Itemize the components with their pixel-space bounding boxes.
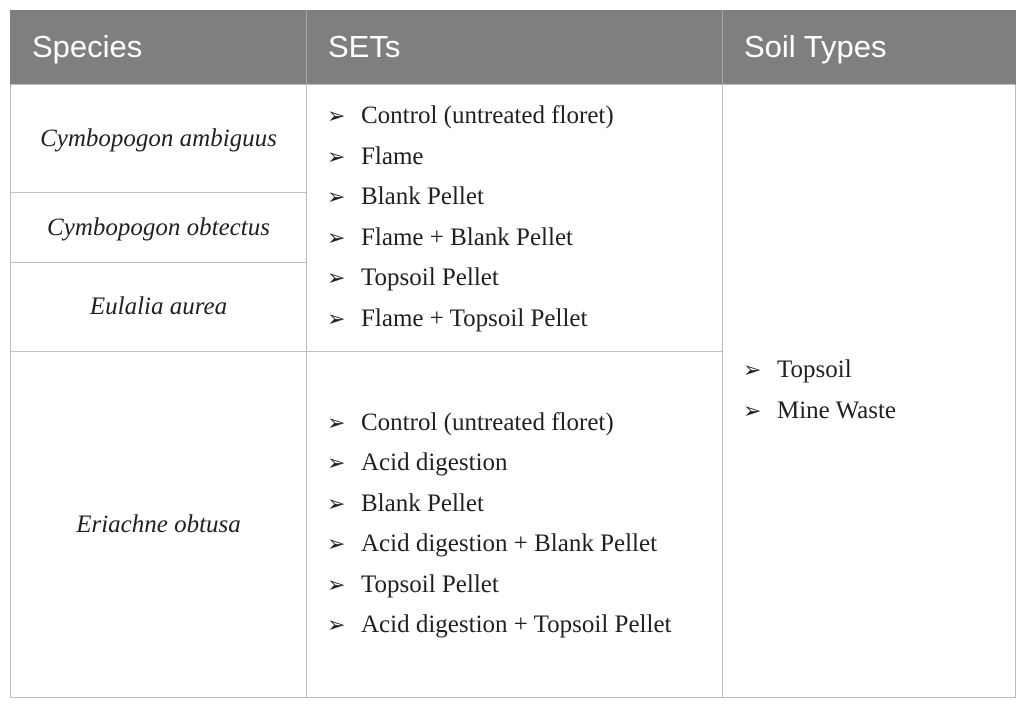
bullet-arrow-icon: ➢ xyxy=(327,410,346,436)
species-cell xyxy=(11,192,307,262)
set-item: ➢ Blank Pellet xyxy=(327,484,704,525)
bullet-arrow-icon: ➢ xyxy=(327,185,346,210)
species-name: Eulalia aurea xyxy=(89,293,228,320)
species-cell xyxy=(11,262,307,351)
sets-cell-group-1 xyxy=(307,84,723,351)
set-item: ➢ Acid digestion + Blank Pellet xyxy=(327,524,704,565)
set-item: ➢ Flame + Topsoil Pellet xyxy=(327,299,704,340)
set-item: ➢ Control (untreated floret) xyxy=(327,96,704,137)
set-item: ➢ Topsoil Pellet xyxy=(327,258,704,299)
bullet-arrow-icon: ➢ xyxy=(327,613,346,638)
bullet-arrow-icon: ➢ xyxy=(327,225,346,251)
species-name: Cymbopogon ambiguus xyxy=(40,124,277,152)
species-name: Eriachne obtusa xyxy=(76,510,241,538)
species-name: Cymbopogon obtectus xyxy=(47,213,270,241)
set-item: ➢ Topsoil Pellet xyxy=(327,565,704,606)
set-item: ➢ Flame xyxy=(327,137,704,178)
soil-item: ➢ Mine Waste xyxy=(743,391,997,432)
set-item: ➢ Acid digestion + Topsoil Pellet xyxy=(327,605,704,646)
sets-cell-group-2 xyxy=(307,351,723,697)
soil-types-cell xyxy=(723,84,1016,697)
bullet-arrow-icon: ➢ xyxy=(327,266,346,291)
species-cell xyxy=(11,351,307,697)
bullet-arrow-icon: ➢ xyxy=(327,491,346,517)
set-item: ➢ Blank Pellet xyxy=(327,177,704,218)
bullet-arrow-icon: ➢ xyxy=(327,104,346,129)
bullet-arrow-icon: ➢ xyxy=(327,532,346,557)
bullet-arrow-icon: ➢ xyxy=(743,398,762,424)
treatments-table xyxy=(10,10,1016,698)
species-cell xyxy=(11,84,307,192)
header-soil-types: Soil Types xyxy=(723,10,1016,84)
set-item: ➢ Flame + Blank Pellet xyxy=(327,218,704,259)
set-item: ➢ Control (untreated floret) xyxy=(327,403,704,444)
header-row xyxy=(11,10,1016,84)
set-item: ➢ Acid digestion xyxy=(327,443,704,484)
bullet-arrow-icon: ➢ xyxy=(327,572,346,598)
bullet-arrow-icon: ➢ xyxy=(743,358,762,383)
header-species: Species xyxy=(11,10,307,84)
bullet-arrow-icon: ➢ xyxy=(327,144,346,170)
bullet-arrow-icon: ➢ xyxy=(327,306,346,332)
header-sets: SETs xyxy=(307,10,723,84)
table-row xyxy=(11,84,1016,192)
soil-item: ➢ Topsoil xyxy=(743,350,997,391)
bullet-arrow-icon: ➢ xyxy=(327,451,346,476)
